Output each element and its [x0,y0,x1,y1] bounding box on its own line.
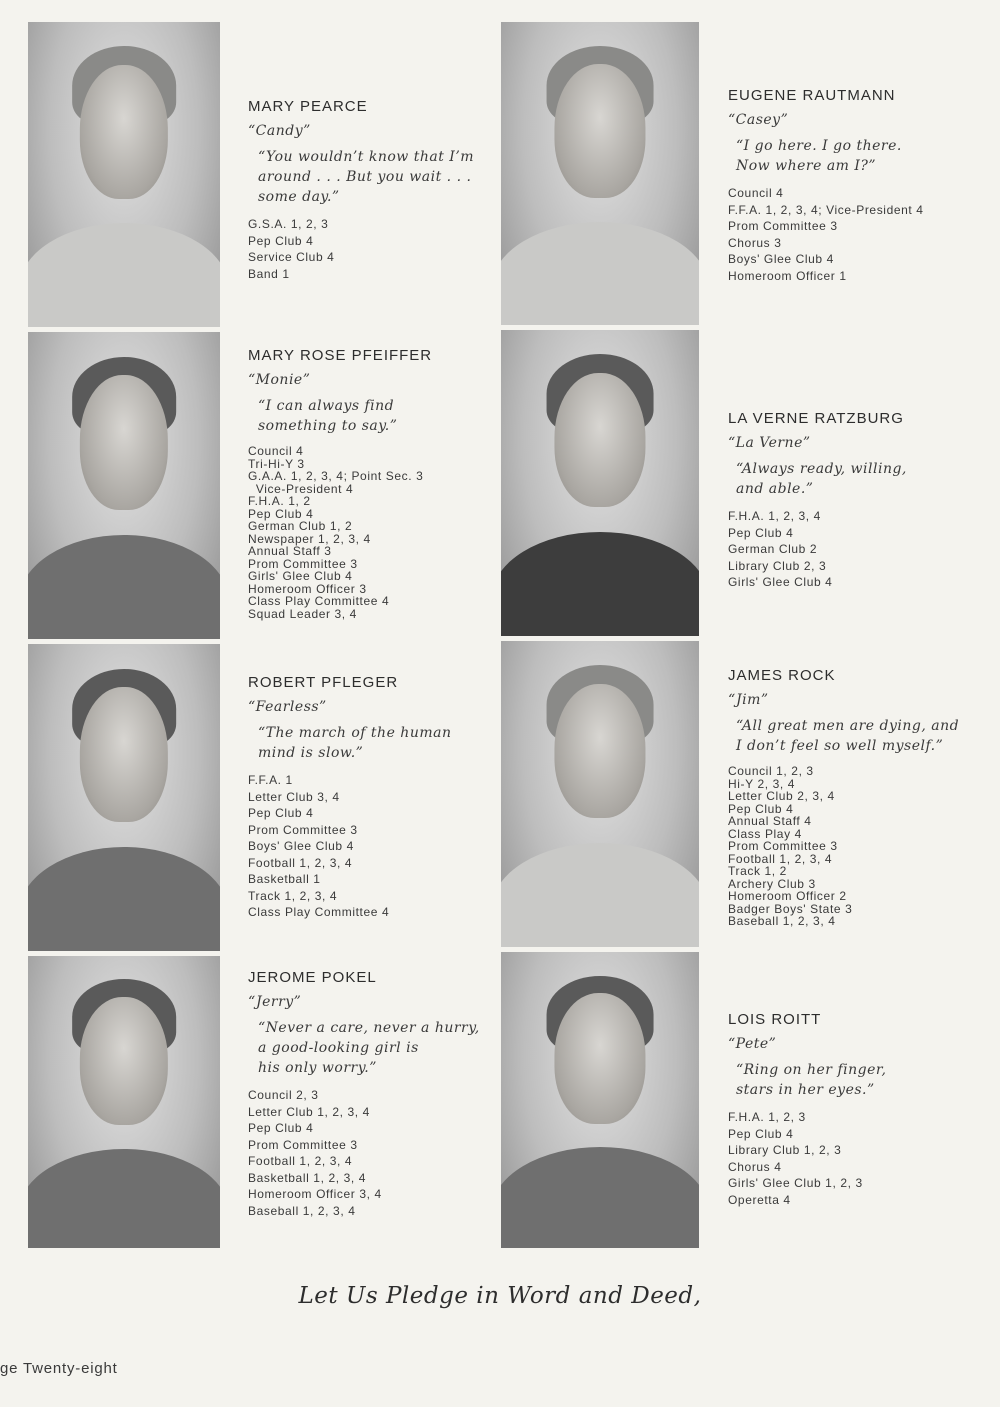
activity-item: Basketball 1 [248,872,321,886]
activity-item: Annual Staff 4 [728,814,812,828]
student-quote: “Never a care, never a hurry, a good-looking girl is his only worry.” [258,1020,480,1076]
activity-item: Squad Leader 3, 4 [248,606,357,621]
activity-item: Class Play 4 [728,826,802,841]
student-quote: “The march of the human mind is slow.” [258,725,452,761]
activity-item: Hi-Y 2, 3, 4 [728,776,796,791]
activity-item: Pep Club 4 [248,233,314,248]
page-motto: Let Us Pledge in Word and Deed, [298,1283,702,1309]
activity-item: Newspaper 1, 2, 3, 4 [248,531,371,546]
student-entry [728,87,924,284]
student-nickname: “Jim” [728,692,769,708]
activity-item: Pep Club 4 [728,525,794,540]
activity-item: Homeroom Officer 2 [728,889,847,903]
portrait-photo-la-verne-ratzburg [501,330,699,636]
student-name: MARY ROSE PFEIFFER [248,347,433,364]
activity-item: Council 2, 3 [248,1088,319,1102]
activity-item: Football 1, 2, 3, 4 [248,855,353,870]
activity-item: G.S.A. 1, 2, 3 [248,217,329,231]
activity-item: Operetta 4 [728,1192,791,1207]
student-name: LA VERNE RATZBURG [728,410,904,427]
activity-item: Pep Club 4 [248,1121,314,1135]
activity-item: Chorus 4 [728,1159,782,1174]
student-nickname: “Casey” [728,112,789,128]
activity-item: Baseball 1, 2, 3, 4 [728,914,836,928]
activity-item: Baseball 1, 2, 3, 4 [248,1203,356,1218]
student-nickname: “Monie” [248,372,311,388]
portrait-photo-robert-pfleger [28,644,220,951]
student-quote: “All great men are dying, and I don’t feel so well myself.” [736,718,960,754]
activity-list [248,772,451,921]
activity-item: Council 4 [248,444,304,458]
activity-item: Basketball 1, 2, 3, 4 [248,1170,366,1185]
activity-item: Library Club 2, 3 [728,558,827,573]
student-entry [728,1011,886,1208]
activity-item: Letter Club 2, 3, 4 [728,789,835,803]
activity-item: Girls' Glee Club 1, 2, 3 [728,1176,863,1190]
student-quote: “Always ready, willing, and able.” [736,461,907,497]
activity-item: Letter Club 1, 2, 3, 4 [248,1104,370,1119]
student-entry [248,674,451,921]
activity-item: Badger Boys' State 3 [728,901,853,916]
student-quote: “I can always find something to say.” [258,398,398,434]
activity-item: German Club 1, 2 [248,519,353,533]
activity-item: Track 1, 2, 3, 4 [248,888,338,903]
activity-item: Council 1, 2, 3 [728,764,814,778]
page-number: ge Twenty-eight [0,1360,118,1377]
activity-item: Pep Club 4 [728,1126,794,1141]
portrait-photo-james-rock [501,641,699,947]
activity-list [728,185,924,284]
activity-item: Band 1 [248,266,290,281]
activity-item: Tri-Hi-Y 3 [248,456,305,471]
student-nickname: “Pete” [728,1036,777,1052]
activity-item: Library Club 1, 2, 3 [728,1143,842,1157]
portrait-photo-mary-pearce [28,22,220,327]
portrait-photo-eugene-rautmann [501,22,699,325]
activity-item: Football 1, 2, 3, 4 [248,1154,353,1168]
activity-item: Council 4 [728,186,784,200]
activity-list [728,1109,886,1208]
student-nickname: “Fearless” [248,699,327,715]
activity-item: Prom Committee 3 [248,822,358,837]
activity-item: Class Play Committee 4 [248,905,390,919]
activity-item: Homeroom Officer 3 [248,581,367,596]
portrait-photo-jerome-pokel [28,956,220,1248]
activity-item: Chorus 3 [728,235,782,250]
student-entry [248,969,480,1219]
activity-item: F.H.A. 1, 2 [248,494,311,508]
activity-item: Letter Club 3, 4 [248,789,340,804]
activity-item: German Club 2 [728,542,818,556]
activity-item: Pep Club 4 [248,506,314,521]
student-name: EUGENE RAUTMANN [728,87,896,104]
activity-item: F.H.A. 1, 2, 3, 4 [728,509,821,523]
activity-item: Archery Club 3 [728,876,816,891]
activity-item: Girls' Glee Club 4 [248,569,353,583]
activity-item: Boys' Glee Club 4 [728,252,834,266]
activity-list [728,508,907,591]
activity-item: Homeroom Officer 3, 4 [248,1187,382,1201]
activity-item: Pep Club 4 [248,806,314,820]
portrait-photo-lois-roitt [501,952,699,1248]
activity-item: Annual Staff 3 [248,544,332,558]
student-entry [248,98,474,282]
student-name: JAMES ROCK [728,667,836,684]
activity-list [248,1087,480,1219]
activity-list [248,445,432,620]
student-nickname: “La Verne” [728,435,811,451]
activity-item: G.A.A. 1, 2, 3, 4; Point Sec. 3 [248,469,424,483]
activity-item: Prom Committee 3 [248,1137,358,1152]
activity-item: Prom Committee 3 [728,219,838,233]
activity-list [248,216,474,282]
student-nickname: “Candy” [248,123,311,139]
activity-item: Boys' Glee Club 4 [248,839,354,853]
activity-item: Homeroom Officer 1 [728,268,847,283]
student-name: LOIS ROITT [728,1011,822,1028]
activity-item: Prom Committee 3 [248,556,358,571]
student-name: ROBERT PFLEGER [248,674,399,691]
student-name: JEROME POKEL [248,969,377,986]
student-name: MARY PEARCE [248,98,368,115]
student-entry [728,410,907,591]
activity-item: F.H.A. 1, 2, 3 [728,1110,806,1124]
activity-item: Track 1, 2 [728,864,787,878]
activity-list [728,765,959,928]
portrait-photo-mary-rose-pfeiffer [28,332,220,639]
student-entry [728,667,959,928]
activity-item: F.F.A. 1 [248,773,293,787]
activity-item: Girls' Glee Club 4 [728,575,833,589]
activity-item: Football 1, 2, 3, 4 [728,851,833,866]
student-quote: “I go here. I go there. Now where am I?” [736,138,902,174]
activity-item: Class Play Committee 4 [248,594,390,608]
activity-item: Pep Club 4 [728,801,794,816]
activity-item: Prom Committee 3 [728,839,838,853]
activity-item: Service Club 4 [248,250,335,264]
activity-item: F.F.A. 1, 2, 3, 4; Vice-President 4 [728,202,924,217]
student-quote: “Ring on her finger, stars in her eyes.” [736,1062,887,1098]
activity-item: Vice-President 4 [248,481,354,496]
student-nickname: “Jerry” [248,994,302,1010]
student-quote: “You wouldn’t know that I’m around . . . But you wait . . . some day.” [258,149,475,205]
student-entry [248,347,432,620]
